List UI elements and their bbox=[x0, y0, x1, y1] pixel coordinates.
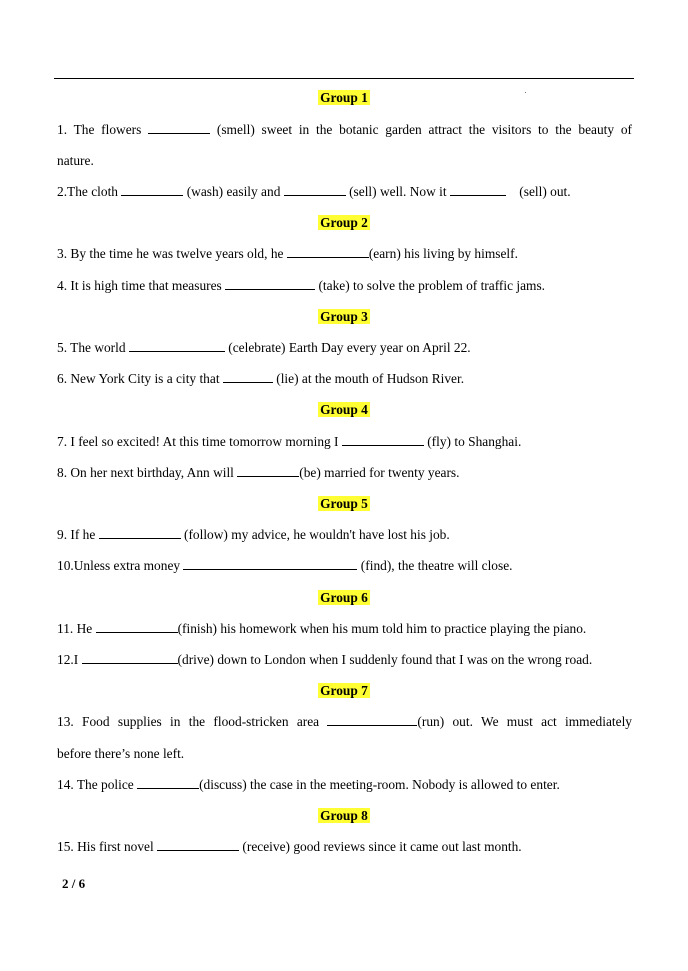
group-heading-3: Group 3 bbox=[320, 309, 368, 324]
question-6: 6. New York City is a city that (lie) at the mouth of Hudson River. bbox=[57, 371, 465, 386]
question-4: 4. It is high time that measures (take) to solve the problem of traffic jams. bbox=[57, 278, 546, 293]
question-7: 7. I feel so excited! At this time tomorrow morning I (fly) to Shanghai. bbox=[57, 434, 522, 449]
answer-blank[interactable] bbox=[450, 183, 506, 196]
group-heading-8: Group 8 bbox=[320, 808, 368, 823]
group-heading-2: Group 2 bbox=[320, 215, 368, 230]
answer-blank[interactable] bbox=[121, 183, 183, 196]
answer-blank[interactable] bbox=[82, 651, 178, 664]
answer-blank[interactable] bbox=[287, 245, 369, 258]
answer-blank[interactable] bbox=[137, 776, 199, 789]
question-11: 11. He (finish) his homework when his mum told him to practice playing the piano. bbox=[57, 621, 587, 636]
answer-blank[interactable] bbox=[99, 526, 181, 539]
answer-blank[interactable] bbox=[96, 620, 178, 633]
question-3: 3. By the time he was twelve years old, he (earn) his living by himself. bbox=[57, 246, 518, 261]
answer-blank[interactable] bbox=[223, 370, 273, 383]
question-13-line-1: 13. Food supplies in the flood-stricken area (run) out. We must act immediately bbox=[57, 714, 632, 729]
question-15: 15. His first novel (receive) good reviews since it came out last month. bbox=[57, 839, 522, 854]
answer-blank[interactable] bbox=[183, 557, 357, 570]
answer-blank[interactable] bbox=[284, 183, 346, 196]
question-13-line-2: before there’s none left. bbox=[57, 746, 185, 761]
group-heading-5: Group 5 bbox=[320, 496, 368, 511]
answer-blank[interactable] bbox=[157, 838, 239, 851]
question-10: 10.Unless extra money (find), the theatre will close. bbox=[57, 558, 513, 573]
group-heading-7: Group 7 bbox=[320, 683, 368, 698]
answer-blank[interactable] bbox=[237, 464, 299, 477]
question-1-line-1: 1. The flowers (smell) sweet in the botanic garden attract the visitors to the beauty of bbox=[57, 122, 632, 137]
question-8: 8. On her next birthday, Ann will (be) married for twenty years. bbox=[57, 465, 460, 480]
question-1-line-2: nature. bbox=[57, 153, 94, 168]
header-rule bbox=[54, 78, 634, 79]
answer-blank[interactable] bbox=[342, 433, 424, 446]
question-12: 12.I (drive) down to London when I suddenly found that I was on the wrong road. bbox=[57, 652, 593, 667]
question-2: 2.The cloth (wash) easily and (sell) well. Now it (sell) out. bbox=[57, 184, 571, 199]
answer-blank[interactable] bbox=[148, 121, 210, 134]
question-9: 9. If he (follow) my advice, he wouldn't have lost his job. bbox=[57, 527, 450, 542]
page-number: 2 / 6 bbox=[62, 876, 86, 891]
group-heading-1: Group 1 bbox=[320, 90, 368, 105]
group-heading-4: Group 4 bbox=[320, 402, 368, 417]
question-14: 14. The police (discuss) the case in the meeting-room. Nobody is allowed to enter. bbox=[57, 777, 560, 792]
answer-blank[interactable] bbox=[129, 339, 225, 352]
answer-blank[interactable] bbox=[225, 277, 315, 290]
question-5: 5. The world (celebrate) Earth Day every year on April 22. bbox=[57, 340, 471, 355]
group-heading-6: Group 6 bbox=[320, 590, 368, 605]
answer-blank[interactable] bbox=[327, 713, 417, 726]
